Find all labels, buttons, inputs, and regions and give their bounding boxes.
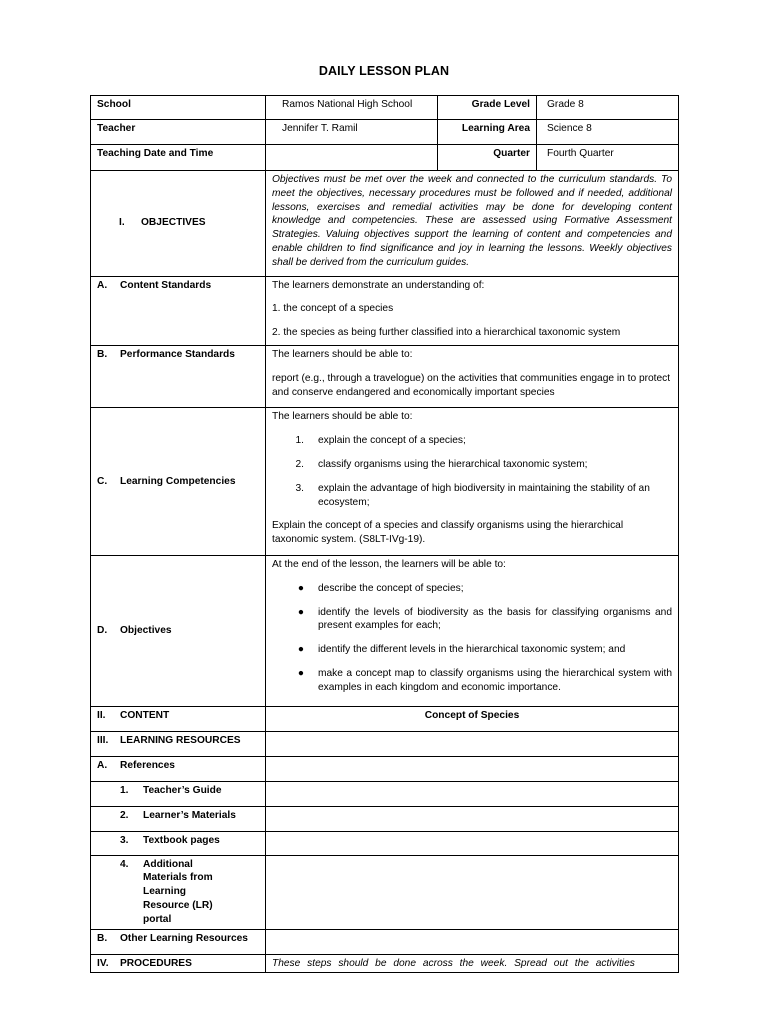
content-title: CONTENT	[120, 709, 170, 721]
date-row	[91, 145, 679, 171]
list-item	[272, 434, 672, 448]
list-text: make a concept map to classify organisms using the hierarchical system with examples in each kingdom and economic importance.	[318, 667, 672, 693]
learning-competencies-summary: Explain the concept of a species and classify organisms using the hierarchical taxonomic system. (S8LT-IVg-19).	[272, 520, 624, 546]
grade-level-label: Grade Level	[438, 96, 537, 120]
list-item	[272, 582, 672, 596]
reference-row	[91, 781, 679, 806]
grade-level-value: Grade 8	[537, 96, 679, 120]
quarter-value: Fourth Quarter	[537, 145, 679, 171]
objectives-main-label	[97, 216, 259, 230]
performance-standards-text: report (e.g., through a travelogue) on the activities that communities engage in to protect and conserve endangered and economically important species	[272, 372, 671, 398]
reference-title: Teacher’s Guide	[143, 784, 222, 796]
reference-label	[97, 834, 259, 848]
learning-resources-num: III.	[97, 734, 109, 746]
procedures-num: IV.	[97, 957, 109, 969]
quarter-label: Quarter	[438, 145, 537, 171]
other-resources-title: Other Learning Resources	[120, 932, 248, 944]
reference-num: 3.	[120, 834, 129, 846]
other-resources-row	[91, 929, 679, 954]
bullet-icon: ●	[297, 667, 304, 679]
learning-area-value: Science 8	[537, 120, 679, 145]
list-item	[272, 458, 672, 472]
procedures-title: PROCEDURES	[120, 957, 192, 969]
objectives-intro: At the end of the lesson, the learners will be able to:	[272, 558, 506, 570]
performance-standards-intro: The learners should be able to:	[272, 348, 413, 360]
list-item	[272, 606, 672, 634]
school-label: School	[91, 96, 266, 120]
reference-num: 4.	[120, 858, 129, 870]
references-row	[91, 756, 679, 781]
references-label	[97, 759, 259, 773]
objectives-main-title: OBJECTIVES	[141, 217, 206, 229]
list-marker: 3.	[295, 482, 304, 494]
objectives-num: D.	[97, 624, 108, 636]
reference-row	[91, 831, 679, 855]
reference-row	[91, 855, 679, 929]
learning-resources-title: LEARNING RESOURCES	[120, 734, 241, 746]
content-standards-num: A.	[97, 279, 108, 291]
list-text: explain the advantage of high biodiversity in maintaining the stability of an ecosystem;	[318, 482, 650, 508]
school-row	[91, 96, 679, 120]
learning-resources-label	[97, 734, 259, 748]
page-title: DAILY LESSON PLAN	[318, 64, 450, 78]
list-text: explain the concept of a species;	[318, 435, 466, 447]
bullet-icon: ●	[297, 644, 304, 656]
objectives-title: Objectives	[120, 624, 172, 636]
objectives-main-num: I.	[119, 217, 125, 229]
list-text: identify the levels of biodiversity as the basis for classifying organisms and present examples for each;	[318, 606, 672, 632]
reference-label	[97, 809, 259, 823]
lesson-plan-table	[90, 95, 679, 973]
teaching-date-value	[266, 145, 438, 171]
content-standards-intro: The learners demonstrate an understanding of:	[272, 279, 485, 291]
objectives-main-row	[91, 171, 679, 277]
references-num: A.	[97, 759, 108, 771]
learning-area-label: Learning Area	[438, 120, 537, 145]
list-item	[272, 667, 672, 695]
objectives-row	[91, 555, 679, 706]
list-item	[272, 643, 672, 657]
reference-title: Textbook pages	[143, 834, 220, 846]
content-standards-label	[97, 279, 259, 293]
learning-competencies-row	[91, 408, 679, 556]
content-row	[91, 706, 679, 731]
teacher-row	[91, 120, 679, 145]
performance-standards-title: Performance Standards	[120, 348, 235, 360]
list-marker: 2.	[295, 458, 304, 470]
learning-competencies-num: C.	[97, 475, 108, 487]
reference-label	[97, 858, 235, 927]
procedures-text: These steps should be done across the week. Spread out the activities	[272, 957, 635, 969]
content-standards-row	[91, 276, 679, 345]
objectives-label	[97, 624, 259, 638]
reference-num: 2.	[120, 809, 129, 821]
learning-competencies-title: Learning Competencies	[120, 475, 236, 487]
content-value: Concept of Species	[266, 706, 679, 731]
list-text: classify organisms using the hierarchical taxonomic system;	[318, 458, 588, 470]
list-marker: 1.	[295, 435, 304, 447]
learning-resources-row	[91, 731, 679, 756]
teacher-value: Jennifer T. Ramil	[266, 120, 438, 145]
teaching-date-label: Teaching Date and Time	[91, 145, 266, 171]
procedures-label	[97, 957, 259, 971]
performance-standards-num: B.	[97, 348, 108, 360]
school-value: Ramos National High School	[266, 96, 438, 120]
list-item	[272, 482, 672, 510]
teacher-label: Teacher	[91, 120, 266, 145]
learning-competencies-intro: The learners should be able to:	[272, 411, 413, 423]
performance-standards-row	[91, 345, 679, 407]
reference-title: Learner’s Materials	[143, 809, 236, 821]
content-num: II.	[97, 709, 106, 721]
bullet-icon: ●	[297, 606, 304, 618]
reference-num: 1.	[120, 784, 129, 796]
content-standards-title: Content Standards	[120, 279, 212, 291]
content-standards-item: 2. the species as being further classified into a hierarchical taxonomic system	[272, 327, 621, 339]
list-text: describe the concept of species;	[318, 582, 464, 594]
reference-title: Additional Materials from Learning Resource (LR) portal	[143, 858, 213, 925]
other-resources-num: B.	[97, 932, 108, 944]
bullet-icon: ●	[297, 582, 304, 594]
reference-row	[91, 806, 679, 831]
content-label	[97, 709, 259, 723]
objectives-main-text: Objectives must be met over the week and connected to the curriculum standards. To meet the objectives, necessary procedures must be followed and if needed, additional lessons, exercises and remedial activities may be done for developing content knowledge and competencies. These are assessed using Formative Assessment Strategies. Valuing objectives support the learning of content and competencies and enable children to find significance and joy in learning the lessons. Weekly objectives shall be derived from the curriculum guides.	[266, 171, 679, 277]
list-text: identify the different levels in the hierarchical taxonomic system; and	[318, 644, 626, 656]
procedures-row	[91, 954, 679, 973]
performance-standards-label	[97, 348, 259, 362]
references-title: References	[120, 759, 175, 771]
reference-label	[97, 784, 259, 798]
content-standards-item: 1. the concept of a species	[272, 303, 394, 315]
other-resources-label	[97, 932, 259, 946]
learning-competencies-label	[97, 475, 259, 489]
